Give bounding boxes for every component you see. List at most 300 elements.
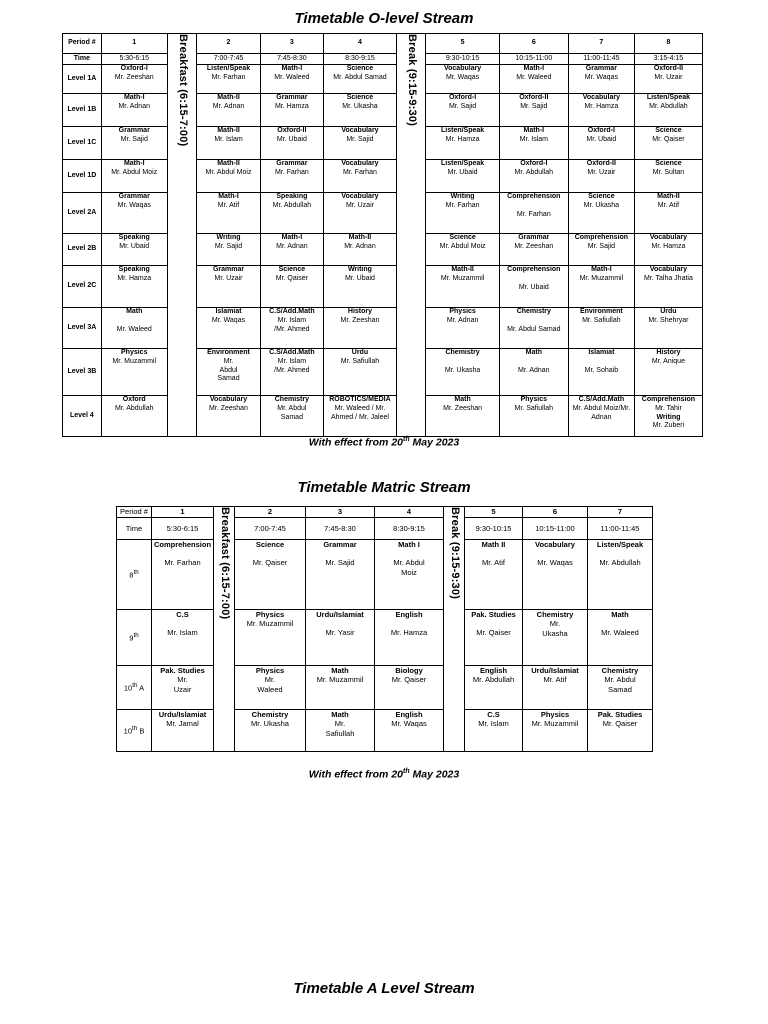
period-number: 4 (323, 34, 396, 54)
subject: Physics (255, 610, 285, 619)
subject: Urdu/Islamiat (531, 666, 579, 675)
teacher: Mr. Hamza (390, 628, 428, 638)
class-cell (523, 710, 588, 752)
period-row (117, 507, 653, 518)
class-cell (260, 234, 323, 266)
time-header: Time (63, 54, 102, 65)
teacher: Mr. Adnan (518, 366, 550, 374)
breakfast-label: Breakfast (6:15-7:00) (176, 34, 189, 147)
subject: Math-I (523, 127, 545, 134)
teacher: Mr. Islam (478, 719, 509, 729)
spacer (501, 358, 567, 367)
teacher: Mr. Abdul Samad (507, 325, 561, 333)
class-cell (499, 193, 568, 234)
subject: Math-II (657, 193, 680, 200)
level-label: Level 1D (63, 160, 102, 193)
subject: Science (346, 94, 374, 101)
subject: Chemistry (445, 349, 480, 356)
subject: Comprehension (574, 234, 629, 241)
period-time: 5:30-6:15 (152, 518, 214, 540)
level-label: Level 2A (63, 193, 102, 234)
subject: Math (331, 710, 349, 719)
period-number: 2 (235, 507, 306, 518)
subject: Math (525, 349, 542, 356)
period-time: 8:30-9:15 (323, 54, 396, 65)
class-cell (523, 610, 588, 666)
subject: Vocabulary (209, 396, 248, 403)
subject: Speaking (118, 234, 150, 241)
grade-section: B (137, 726, 145, 736)
grade-number: 8 (129, 570, 134, 580)
breakfast-label: Breakfast (6:15-7:00) (218, 507, 231, 620)
teacher: Mr. Ukasha (542, 619, 568, 638)
grade-suffix: th (133, 632, 139, 640)
subject: C.S (176, 610, 189, 619)
subject: Vocabulary (341, 193, 379, 200)
period-number: 4 (375, 507, 444, 518)
teacher: Mr. Sajid (120, 135, 148, 143)
subject: Grammar (212, 266, 245, 273)
teacher: Mr. Adnan (212, 102, 245, 110)
teacher: Mr. Safiullah (514, 404, 554, 412)
teacher: Mr. Atif (217, 201, 240, 209)
class-cell (568, 94, 634, 127)
class-cell (152, 666, 214, 710)
spacer (501, 202, 567, 211)
breakfast-column (167, 34, 196, 437)
subject: Math (611, 610, 629, 619)
time-row (117, 518, 653, 540)
teacher: Mr. Qaiser (252, 558, 288, 568)
teacher: Mr. Waleed (516, 73, 552, 81)
teacher: Mr. Uzair (345, 201, 374, 209)
teacher: Mr. Qaiser (275, 274, 309, 282)
matric-timetable (116, 506, 653, 752)
subject: English (395, 610, 423, 619)
subject: Oxford (122, 396, 146, 403)
spacer (153, 549, 212, 558)
period-time: 5:30-6:15 (101, 54, 167, 65)
subject: C.S (487, 710, 500, 719)
teacher: Mr. Uzair (173, 675, 192, 694)
period-number: 6 (499, 34, 568, 54)
period-time: 9:30-10:15 (465, 518, 523, 540)
subject: Grammar (585, 65, 617, 72)
level-label (117, 710, 152, 752)
period-header: Period # (117, 507, 152, 518)
subject: History (347, 308, 373, 315)
class-cell (197, 396, 261, 437)
subject: Chemistry (274, 396, 309, 403)
class-cell (197, 160, 261, 193)
class-cell (260, 160, 323, 193)
subject: Physics (540, 710, 570, 719)
subject: Vocabulary (535, 540, 575, 549)
level-row (63, 94, 703, 127)
grade-section: A (137, 683, 145, 693)
teacher: Mr. Zeeshan (114, 73, 154, 81)
level-label (117, 666, 152, 710)
subject: Math-I (123, 94, 145, 101)
subject: Speaking (276, 193, 308, 200)
class-cell (323, 234, 396, 266)
period-time: 8:30-9:15 (375, 518, 444, 540)
period-number: 6 (523, 507, 588, 518)
subject: Science (655, 160, 682, 167)
teacher: Mr. Ukasha (251, 719, 289, 729)
subject: Grammar (118, 193, 150, 200)
teacher: Mr. Qaiser (476, 628, 511, 638)
spacer (589, 619, 651, 628)
subject: Grammar (276, 160, 308, 167)
period-time: 7:45-8:30 (306, 518, 375, 540)
subject: Math-II (348, 234, 372, 241)
teacher: Mr. Waqas (445, 73, 480, 81)
grade-number: 10 (123, 726, 133, 736)
class-cell (197, 234, 261, 266)
class-cell (101, 193, 167, 234)
subject: Math (331, 666, 349, 675)
grade-number: 9 (129, 633, 134, 643)
level-label: Level 1B (63, 94, 102, 127)
teacher: Mr. Talha Jhatia (643, 274, 693, 282)
teacher: Mr. Farhan (211, 73, 246, 81)
teacher: Mr. Uzair (214, 274, 243, 282)
teacher: Mr. Waqas (391, 719, 427, 729)
class-cell (323, 308, 396, 349)
teacher: Mr. Islam (519, 135, 548, 143)
level-row (63, 65, 703, 94)
level-label: Level 1A (63, 65, 102, 94)
class-cell (426, 65, 499, 94)
class-cell (568, 127, 634, 160)
subject: Vocabulary (443, 65, 482, 72)
class-cell (260, 266, 323, 308)
subject: Math-II (217, 127, 240, 134)
teacher: Mr. Jamal (166, 719, 199, 729)
period-time: 10:15-11:00 (499, 54, 568, 65)
level-label (117, 540, 152, 610)
period-number: 3 (306, 507, 375, 518)
subject: Grammar (276, 94, 308, 101)
teacher: Mr. Sohaib (584, 366, 619, 374)
class-cell (260, 349, 323, 396)
teacher: Mr. Waleed / Mr. Ahmed / Mr. Jaleel (330, 404, 389, 421)
subject: Listen/Speak (646, 94, 691, 101)
teacher: Mr. Ukasha (342, 102, 378, 110)
class-cell (260, 94, 323, 127)
subject: Science (588, 193, 615, 200)
class-cell (568, 193, 634, 234)
class-cell (152, 710, 214, 752)
subject: Chemistry (601, 666, 639, 675)
subject: Comprehension (153, 540, 212, 549)
class-cell (197, 266, 261, 308)
class-cell (499, 65, 568, 94)
teacher: Mr. Sajid (214, 242, 243, 250)
teacher: Mr. Abdullah (649, 102, 688, 110)
teacher: Mr. Abdul Samad (277, 404, 307, 421)
spacer (307, 549, 373, 558)
level-row (117, 540, 653, 610)
class-cell (523, 666, 588, 710)
subject: Pak. Studies (471, 610, 516, 619)
matric-title: Timetable Matric Stream (297, 479, 471, 496)
period-time: 7:45-8:30 (260, 54, 323, 65)
subject: Math-II (217, 94, 240, 101)
teacher: Mr. Zeeshan (514, 242, 554, 250)
teacher: Mr. Abdullah (472, 675, 515, 685)
subject: Writing (216, 234, 241, 241)
teacher: Mr. Muzammil (440, 274, 485, 282)
class-cell (634, 234, 702, 266)
teacher: Mr. Sajid (448, 102, 477, 110)
class-cell (323, 396, 396, 437)
class-cell (375, 610, 444, 666)
break-column (444, 507, 465, 752)
teacher: Mr. Hamza (274, 102, 309, 110)
subject: Comprehension (641, 396, 696, 403)
class-cell (197, 94, 261, 127)
subject: Oxford-II (277, 127, 307, 134)
class-cell (523, 540, 588, 610)
teacher: Mr. Ubaid (276, 135, 307, 143)
teacher: Mr. Yasir (325, 628, 355, 638)
class-cell (426, 308, 499, 349)
subject: Grammar (118, 127, 150, 134)
class-cell (634, 94, 702, 127)
period-time: 11:00-11:45 (568, 54, 634, 65)
subject: Islamiat (588, 349, 615, 356)
class-cell (426, 349, 499, 396)
spacer (236, 549, 304, 558)
teacher: Mr. Abdullah (114, 404, 154, 412)
class-cell (426, 160, 499, 193)
subject: Environment (207, 349, 250, 356)
grade-suffix: th (132, 682, 138, 690)
subject: C.S/Add.Math (269, 349, 315, 356)
class-cell (235, 666, 306, 710)
subject: Oxford-II (653, 65, 684, 72)
spacer (103, 317, 166, 326)
class-cell (499, 234, 568, 266)
teacher: Mr. Sajid (587, 242, 615, 250)
grade-suffix: th (133, 569, 139, 577)
period-number: 8 (634, 34, 702, 54)
class-cell (260, 308, 323, 349)
teacher: Mr. Waleed (116, 325, 152, 333)
level-row (63, 349, 703, 396)
class-cell (634, 193, 702, 234)
subject: Math (126, 308, 143, 315)
class-cell (260, 127, 323, 160)
teacher: Mr. Farhan (516, 210, 551, 218)
subject: Oxford-I (120, 65, 148, 72)
teacher: Mr. Adnan (344, 242, 376, 250)
spacer (589, 549, 651, 558)
class-cell (634, 65, 702, 94)
subject: Math-I (218, 193, 239, 200)
subject: ROBOTICS/MEDIA (329, 396, 391, 403)
teacher: Mr. Ubaid (119, 242, 150, 250)
subject: Physics (520, 396, 548, 403)
teacher: Mr. Hamza (584, 102, 619, 110)
class-cell (588, 610, 653, 666)
class-cell (588, 540, 653, 610)
level-row (63, 234, 703, 266)
spacer (466, 619, 521, 628)
class-cell (499, 94, 568, 127)
teacher: Mr. Farhan (445, 201, 480, 209)
spacer (153, 619, 212, 628)
subject: Oxford-I (448, 94, 477, 101)
spacer (376, 619, 442, 628)
class-cell (197, 65, 261, 94)
spacer (524, 549, 586, 558)
subject: Listen/Speak (441, 127, 485, 134)
subject: History (656, 349, 681, 356)
class-cell (101, 94, 167, 127)
teacher: Mr. Uzair (587, 168, 616, 176)
teacher: Mr. Sajid (520, 102, 548, 110)
teacher: Mr. Zeeshan (443, 404, 483, 412)
subject: Math-I (123, 160, 145, 167)
period-number: 1 (152, 507, 214, 518)
period-time: 9:30-10:15 (426, 54, 499, 65)
level-row (63, 396, 703, 437)
period-number: 2 (197, 34, 261, 54)
breakfast-column (214, 507, 235, 752)
period-time: 7:00-7:45 (197, 54, 261, 65)
teacher: Mr. Zeeshan (340, 316, 380, 324)
class-cell (568, 308, 634, 349)
teacher: Mr. Zeeshan (209, 404, 248, 412)
subject: Writing (656, 413, 681, 421)
grade-number: 10 (123, 683, 133, 693)
teacher: Mr. Waqas (211, 316, 246, 324)
class-cell (306, 610, 375, 666)
teacher: Mr. Farhan (274, 168, 309, 176)
subject: Math (454, 396, 471, 403)
subject: Chemistry (516, 308, 551, 315)
break-column (397, 34, 426, 437)
subject: Biology (395, 666, 423, 675)
teacher: Mr. Muzammil (246, 619, 294, 629)
class-cell (499, 127, 568, 160)
class-cell (235, 540, 306, 610)
subject: Speaking (118, 266, 150, 273)
class-cell (152, 610, 214, 666)
subject: Math-II (217, 160, 240, 167)
subject: Pak. Studies (160, 666, 205, 675)
subject: Vocabulary (582, 94, 620, 101)
subject: English (395, 710, 423, 719)
teacher: Mr. Abdul Moiz (393, 558, 425, 577)
level-label: Level 4 (63, 396, 102, 437)
subject: Listen/Speak (596, 540, 644, 549)
class-cell (101, 308, 167, 349)
class-cell (101, 396, 167, 437)
class-cell (426, 94, 499, 127)
spacer (570, 358, 633, 367)
teacher: Mr. Safiullah (582, 316, 621, 324)
matric-effective-date: With effect from 20th May 2023 (308, 768, 460, 781)
subject: Physics (255, 666, 285, 675)
subject: Listen/Speak (441, 160, 485, 167)
subject: Vocabulary (649, 266, 688, 273)
class-cell (375, 710, 444, 752)
class-cell (101, 160, 167, 193)
subject: Urdu/Islamiat (316, 610, 364, 619)
subject: Comprehension (507, 193, 561, 200)
teacher: Mr. Shehryar (648, 316, 689, 324)
subject: Chemistry (251, 710, 289, 719)
teacher: Mr. Abdul Moiz/Mr. Adnan (572, 404, 631, 421)
class-cell (306, 666, 375, 710)
subject: Writing (450, 193, 475, 200)
class-cell (101, 234, 167, 266)
olevel-timetable (62, 33, 703, 437)
period-time: 7:00-7:45 (235, 518, 306, 540)
period-number: 5 (426, 34, 499, 54)
teacher: Mr. Abdul Samad (217, 357, 240, 383)
period-time: 10:15-11:00 (523, 518, 588, 540)
class-cell (197, 193, 261, 234)
level-row (63, 193, 703, 234)
spacer (501, 275, 567, 284)
spacer (307, 619, 373, 628)
class-cell (101, 266, 167, 308)
teacher: Mr. Ubaid (344, 274, 375, 282)
spacer (376, 549, 442, 558)
teacher: Mr. Atif (543, 675, 567, 685)
level-label (117, 610, 152, 666)
class-cell (323, 65, 396, 94)
level-row (63, 266, 703, 308)
teacher: Mr. Islam /Mr. Ahmed (274, 316, 310, 333)
class-cell (568, 160, 634, 193)
subject: Math I (398, 540, 420, 549)
period-number: 5 (465, 507, 523, 518)
class-cell (375, 666, 444, 710)
class-cell (235, 610, 306, 666)
class-cell (634, 160, 702, 193)
subject: Urdu/Islamiat (158, 710, 207, 719)
teacher: Mr. Hamza (651, 242, 686, 250)
class-cell (323, 160, 396, 193)
teacher: Mr. Waleed (257, 675, 283, 694)
teacher: Mr. Tahir (655, 404, 682, 412)
subject: Vocabulary (341, 127, 379, 134)
teacher: Mr. Uzair (654, 73, 683, 81)
subject: Oxford-II (519, 94, 549, 101)
class-cell (426, 396, 499, 437)
class-cell (323, 127, 396, 160)
olevel-title: Timetable O-level Stream (294, 10, 474, 27)
teacher: Mr. Abdul Samad (604, 675, 636, 694)
class-cell (499, 308, 568, 349)
subject: Science (255, 540, 285, 549)
class-cell (568, 396, 634, 437)
period-row (63, 34, 703, 54)
subject: Environment (579, 308, 623, 315)
alevel-title: Timetable A Level Stream (293, 980, 475, 997)
teacher: Mr. Atif (482, 558, 505, 568)
class-cell (465, 610, 523, 666)
subject: Oxford-I (587, 127, 615, 134)
subject: Oxford-I (520, 160, 548, 167)
class-cell (323, 193, 396, 234)
